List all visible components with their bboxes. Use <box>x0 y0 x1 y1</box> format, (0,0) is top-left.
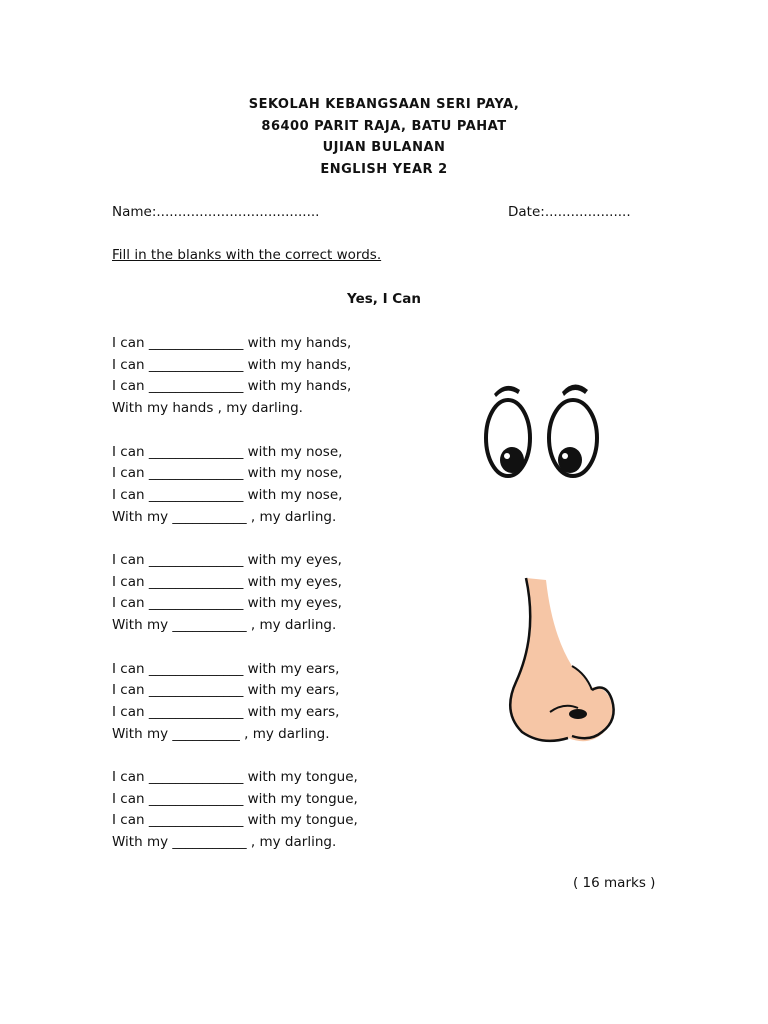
poem-line: I can ______________ with my eyes, <box>112 552 342 568</box>
school-name: SEKOLAH KEBANGSAAN SERI PAYA, <box>248 97 520 112</box>
poem-line: I can ______________ with my tongue, <box>112 790 358 807</box>
poem-line: I can ______________ with my ears, <box>112 660 340 677</box>
poem-line: With my ___________ , my darling. <box>112 617 337 634</box>
exam-title: UJIAN BULANAN <box>322 140 446 156</box>
subject-title: ENGLISH YEAR 2 <box>320 162 448 178</box>
date-field: Date:.................... <box>508 204 631 220</box>
cartoon-nose-icon <box>498 574 622 750</box>
poem-line: I can ______________ with my eyes, <box>112 573 342 590</box>
poem-line: I can ______________ with my nose, <box>112 465 343 482</box>
stanza-nose <box>112 442 358 529</box>
poem-line: I can ______________ with my ears, <box>112 703 340 720</box>
poem-line: I can ______________ with my hands, <box>112 378 352 395</box>
poem-line: With my ___________ , my darling. <box>112 508 337 525</box>
cartoon-eyes-icon <box>478 376 608 482</box>
poem-line: I can ______________ with my hands, <box>112 335 352 351</box>
poem-title: Yes, I Can <box>347 291 421 307</box>
poem-line: With my __________ , my darling. <box>112 725 330 742</box>
stanza-ears <box>112 659 358 746</box>
worksheet-header <box>0 94 768 181</box>
poem-line: With my ___________ , my darling. <box>112 834 337 851</box>
poem-line: I can ______________ with my ears, <box>112 682 340 699</box>
stanza-tongue <box>112 767 358 854</box>
poem-line: I can ______________ with my eyes, <box>112 595 342 612</box>
poem-line: I can ______________ with my nose, <box>112 443 343 460</box>
marks-label: ( 16 marks ) <box>573 875 656 891</box>
poem <box>112 333 358 876</box>
poem-line: I can ______________ with my tongue, <box>112 769 358 785</box>
poem-line: I can ______________ with my tongue, <box>112 812 358 829</box>
stanza-eyes <box>112 550 358 637</box>
instruction-text: Fill in the blanks with the correct words. <box>112 247 382 263</box>
poem-line: I can ______________ with my hands, <box>112 356 352 373</box>
poem-line: I can ______________ with my nose, <box>112 486 343 503</box>
school-address: 86400 PARIT RAJA, BATU PAHAT <box>261 118 507 134</box>
stanza-hands <box>112 333 358 420</box>
poem-line: With my hands , my darling. <box>112 400 303 417</box>
name-field: Name:...................................... <box>112 204 320 220</box>
